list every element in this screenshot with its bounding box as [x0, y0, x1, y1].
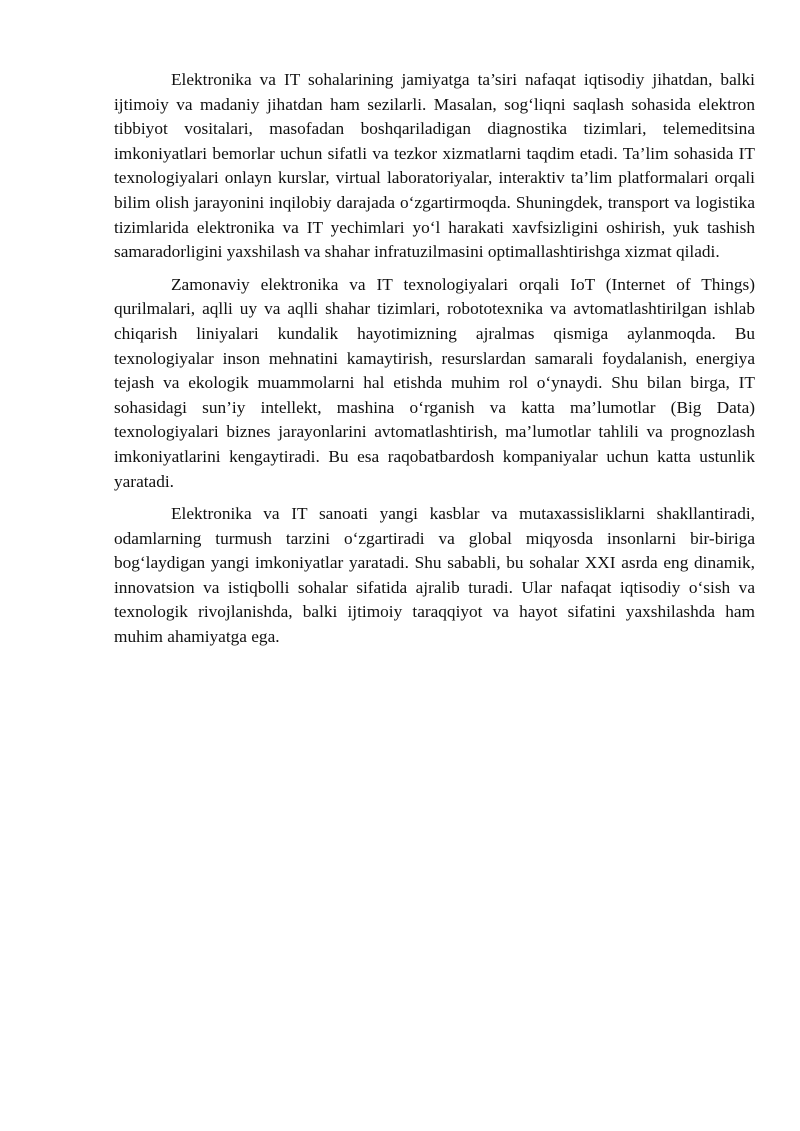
paragraph-1: Elektronika va IT sohalarining jamiyatga ta’siri nafaqat iqtisodiy jihatdan, balki ijtimoiy va madaniy jihatdan ham sezilarli. Masalan, sog‘liqni saqlash sohasida elektron tibbiyot vositalari, masofadan boshqariladigan diagnostika tizimlari, telemeditsina imkoniyatlari bemorlar uchun sifatli va tezkor xizmatlarni taqdim etadi. Ta’lim sohasida IT texnologiyalari onlayn kurslar, virtual laboratoriyalar, interaktiv ta’lim platformalari orqali bilim olish jarayonini inqilobiy darajada o‘zgartirmoqda. Shuningdek, transport va logistika tizimlarida elektronika va IT yechimlari yo‘l harakati xavfsizligini oshirish, yuk tashish samaradorligini yaxshilash va shahar infratuzilmasini optimallashtirishga xizmat qiladi.	[114, 70, 755, 262]
paragraph-3: Elektronika va IT sanoati yangi kasblar va mutaxassisliklarni shakllantiradi, odamlarning turmush tarzini o‘zgartiradi va global miqyosda insonlarni bir-biriga bog‘laydigan yangi imkoniyatlar yaratadi. Shu sababli, bu sohalar XXI asrda eng dinamik, innovatsion va istiqbolli sohalar sifatida ajralib turadi. Ular nafaqat iqtisodiy o‘sish va texnologik rivojlanishda, balki ijtimoiy taraqqiyot va hayot sifatini yaxshilashda ham muhim ahamiyatga ega.	[114, 504, 755, 647]
paragraph-2: Zamonaviy elektronika va IT texnologiyalari orqali IoT (Internet of Things) qurilmalari, aqlli uy va aqlli shahar tizimlari, robototexnika va avtomatlashtirilgan ishlab chiqarish liniyalari kundalik hayotimizning ajralmas qismiga aylanmoqda. Bu texnologiyalar inson mehnatini kamaytirish, resurslardan samarali foydalanish, energiya tejash va ekologik muammolarni hal etishda muhim rol o‘ynaydi. Shu bilan birga, IT sohasidagi sun’iy intellekt, mashina o‘rganish va katta ma’lumotlar (Big Data) texnologiyalari biznes jarayonlarini avtomatlashtirish, ma’lumotlar tahlili va prognozlash imkoniyatlarini kengaytiradi. Bu esa raqobatbardosh kompaniyalar uchun katta ustunlik yaratadi.	[114, 274, 755, 491]
document-page	[114, 68, 755, 658]
